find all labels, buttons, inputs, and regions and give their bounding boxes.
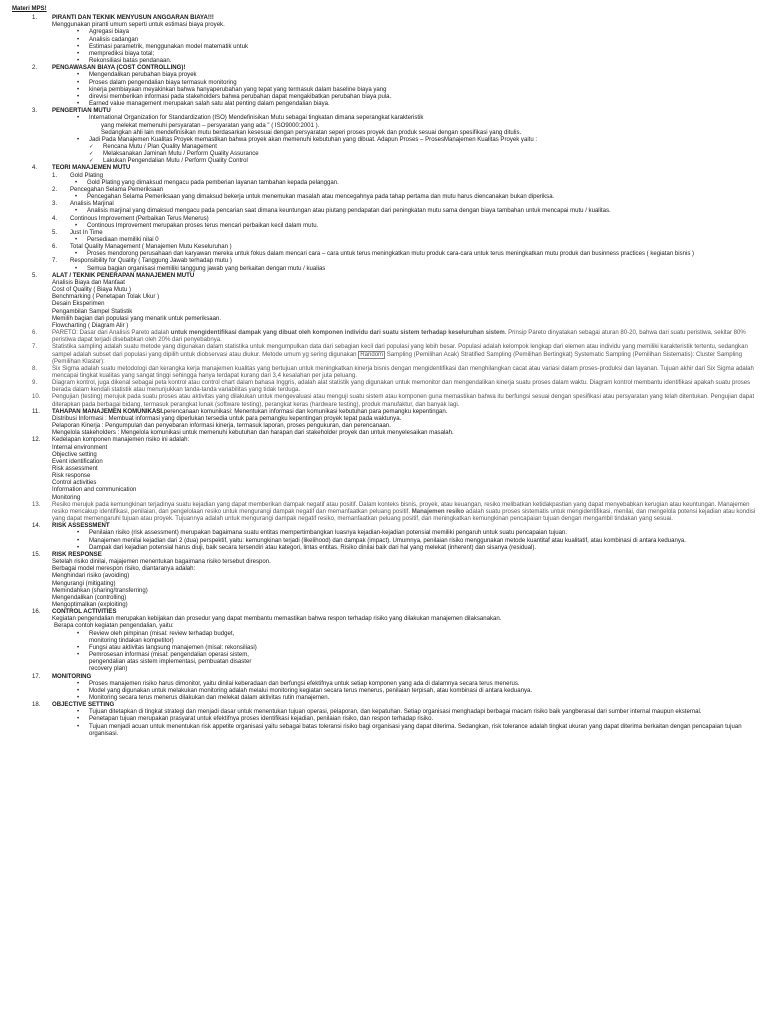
section-number: 6.	[32, 330, 38, 337]
text-line: Menghindari risiko (avoiding)	[52, 573, 130, 580]
section-title: CONTROL ACTIVITIES	[52, 609, 117, 616]
boxed-word: Random	[360, 351, 384, 358]
list-item-text: Sedangkan ahli lain mendefinisikan mutu berdasarkan kesesuai dengan persyaratan seperi proses proyek dan produk sesuai dengan spesifikasi yang ditulis.	[101, 129, 522, 136]
list-item-text: monitoring tindakan kompetitor)	[89, 637, 174, 644]
section-9	[12, 380, 756, 394]
paragraph	[52, 344, 756, 365]
check-item: ✓ Lakukan Pengendalian Mutu / Perform Quality Control	[89, 158, 756, 165]
paragraph-text: Sampling (Pemilihan Acak) Stratified Sampling (Pemilihan Bertingkat) Systematic Sampling (Pemilihan Sistematis): Cluster Sampling (Pemilihan Klaster):	[52, 351, 743, 365]
list-item-text: yang melekat memenuhi persyaratan – persyaratan yang ada " ( ISO9000:2001 ).	[101, 122, 320, 129]
sub-item	[52, 258, 756, 272]
list-item-text: • Fungsi atau aktivitas langsung manajemen (misal: rekonsiliasi)	[89, 644, 257, 651]
check-item: ✓ Melaksanakan Jaminan Mutu / Perform Quality Assurance	[89, 151, 756, 158]
sub-number: 2.	[52, 186, 58, 193]
sub-item	[52, 230, 756, 244]
list-item	[77, 652, 756, 673]
section-title: MONITORING	[52, 673, 92, 680]
text-line: Risk response	[52, 473, 91, 480]
section-number: 8.	[32, 365, 38, 372]
sub-title: Continous Improvement (Perbaikan Terus Menerus)	[70, 215, 209, 222]
list-item: • Manajemen menilai kejadian dari 2 (dua) perspektif, yaitu: kemungkinan terjadi (likelihood) dan dampak (impact). Umumnya, penilaian risiko menggunakan metode kuantitaf atau kualitatif, atau kombinasi di antara keduanya.	[77, 538, 756, 545]
list-item	[77, 631, 756, 645]
text-line: Monitoring	[52, 494, 81, 501]
paragraph-text: Resiko merujuk pada kemungkinan terjadinya suatu kejadian yang dapat memberikan dampak negatif atau positif. Dalam konteks bisnis, proyek, atau keuangan, resiko melibatkan ketidakpastian yang dapat menyebabkan kerugian atau keuntungan. Manajemen resiko mencakup identifikasi, penilaian, dan pengelolaan resiko untuk mengurangi dampak negatif dan memanfaatkan peluang positif.	[52, 501, 750, 515]
section-7	[12, 344, 756, 365]
section-11	[12, 409, 756, 416]
list-item: • Earned value management merupakan salah satu alat penting dalam pengendalian biaya.	[77, 101, 756, 108]
list-item	[77, 115, 756, 136]
sub-title: Total Quality Management ( Manajemen Mutu Keseluruhan )	[70, 244, 232, 251]
list-item: • Proses dalam pengendalian biaya termasuk monitoring	[77, 80, 756, 87]
paragraph-bold: Manajemen resiko	[411, 508, 465, 515]
section-intro: perencanaan komunikasi: Menentukan informasi dan komunikasi kebutuhan para pemangku kepentingan.	[163, 408, 448, 415]
text-line: Benchmarking ( Penetapan Tolak Ukur )	[52, 294, 160, 301]
sub-title: Analisis Marjinal	[70, 201, 114, 208]
text-line: Pelaporan Kinerja : Pengumpulan dan penyebaran informasi kinerja, termasuk laporan, proses pengukuran, dan perencanaan.	[52, 423, 391, 430]
section-number: 9.	[32, 380, 38, 387]
section-16	[12, 609, 756, 616]
list-item: • Semua bagian organisasi memiliki tanggung jawab yang berkaitan dengan mutu / kualias	[75, 266, 756, 273]
text-line: Memilih bagian dari populasi yang menarik untuk pemeriksaan.	[52, 315, 222, 322]
check-item: ✓ Rencana Mutu / Plan Quality Management	[89, 144, 756, 151]
list-item-text: recovery plan)	[89, 666, 128, 673]
section-number: 7.	[32, 344, 38, 351]
section-number: 18.	[32, 702, 41, 709]
text-line: Objective setting	[52, 451, 97, 458]
section-number: 17.	[32, 673, 41, 680]
section-number: 5.	[32, 272, 38, 279]
sub-title: Just In Time	[70, 229, 103, 236]
text-line: Event identification	[52, 458, 103, 465]
section-title: RISK RESPONSE	[52, 551, 102, 558]
sub-item	[52, 173, 756, 187]
paragraph-bold: untuk mengidentifikasi dampak yang dibuat oleh komponen individu dari suatu sistem terhadap keseluruhan sistem	[170, 330, 505, 337]
list-item: • direvisi memberikan informasi pada stakeholders bahwa perubahan dapat mengakibatkan perubahan biaya pula.	[77, 94, 756, 101]
section-title: TAHAPAN MANAJEMEN KOMUNIKASI.	[52, 408, 164, 415]
list-item-text: pengendalian atas sistem implementasi, pembuatan disaster	[89, 659, 252, 666]
section-title: PIRANTI DAN TEKNIK MENYUSUN ANGGARAN BIAYA!!!	[52, 15, 214, 22]
text-line: Information and communication	[52, 487, 137, 494]
list-item-text: • International Organization for Standardization (ISO) Mendefinisikan Mutu sebagai tingkatan dimana seperangkat karakteristik	[89, 115, 424, 122]
text-line: Kegiatan pengendalian merupakan kebijakan dan prosedur yang dapat membantu memastikan bahwa respon terhadap risiko yang dilakukan manajemen dilaksanakan.	[52, 616, 502, 623]
text-line: Setelah risiko dinilai, majajemen menentukan bagaimana risiko tersebut direspon.	[52, 559, 271, 566]
list-item: • Pencegahan Selama Pemeriksaan yang dimaksud bekerja untuk menemukan masalah atau mencegahnya pada tahap pertama dan mutu harus diencanakan bukan diperiksa.	[75, 194, 756, 201]
section-5	[12, 273, 756, 280]
section-12	[12, 437, 756, 444]
text-line: Berbagai model merespon risiko, diantaranya adalah:	[52, 566, 196, 573]
section-1	[12, 15, 756, 65]
list-item: • Continous Improvement merupakan proses terus mencari perbaikan kecil dalam mutu.	[75, 223, 756, 230]
sub-title: Pencegahan Selama Pemeriksaan	[70, 186, 164, 193]
section-15	[12, 552, 756, 559]
sub-number: 7.	[52, 258, 58, 265]
text-line: Analisis Biaya dan Manfaat	[52, 279, 125, 286]
section-number: 14.	[32, 523, 41, 530]
section-title: OBJECTIVE SETTING	[52, 702, 115, 709]
list-item	[77, 645, 756, 652]
section-18	[12, 702, 756, 738]
paragraph-text: . Prinsip Pareto dinyatakan sebagai aturan 80-20, bahwa dari suatu peristiwa, sekitar 80% peristiwa dapat terjadi disebabkan oleh 20% dari penyebabnya.	[52, 330, 746, 344]
list-item: • Analisis marjinal yang dimaksud mengacu pada pencarian saat dimana keuntungan atau piutang pendapatan dari peningkatan mutu sama dengan biaya tambahan untuk mencapai mutu / kualitas.	[75, 208, 756, 215]
list-item: • Proses manajemen risiko harus dimonitor, yaitu dinilai keberadaan dan berfungsi efektifnya untuk setiap komponen yang ada di dalamnya secara terus menerus.	[77, 681, 756, 688]
section-title: RISK ASSESSMENT	[52, 523, 110, 530]
section-10	[12, 394, 756, 408]
section-number: 2.	[32, 65, 38, 72]
text-line: Internal environment	[52, 444, 108, 451]
list-item: • Persediaan memiliki nilai 0	[75, 237, 756, 244]
section-17	[12, 674, 756, 703]
text-line: Flowcharting ( Diagram Alir )	[52, 322, 129, 329]
section-number: 11.	[32, 408, 40, 415]
section-2	[12, 65, 756, 108]
list-item: • Gold Plating yang dimaksud mengacu pada pemberian layanan tambahan kepada pelanggan.	[75, 180, 756, 187]
list-item: • Analisis cadangan	[77, 37, 756, 44]
sub-number: 4.	[52, 215, 58, 222]
section-number: 12.	[32, 437, 41, 444]
sub-number: 6.	[52, 244, 58, 251]
section-title: PENGAWASAN BIAYA (COST CONTROLLING)!	[52, 65, 186, 72]
list-item: • Rekonsiliasi batas pendanaan.	[77, 58, 756, 65]
paragraph-text: Statistika sampling adalah suatu metode yang digunakan dalam statistika untuk mengumpulkan data dari sebagian kecil dari populasi yang lebih besar. Populasi adalah kelompok lengkap dari elemen atau individu yang memiliki karakteristik tertentu, sedangkan sampel adalah subset dari populasi yang dipilih untuk diobservasi atau diukur. Metode umum yg sering digunakan	[52, 344, 748, 358]
list-item-text: • Pemrosesan informasi (misal: pengendalian operasi sistem,	[89, 652, 249, 659]
section-number: 16.	[32, 609, 41, 616]
sub-number: 1.	[52, 172, 58, 179]
text-line: Distribusi Informasi : Membuat informasi yang diperlukan tersedia untuk para pemangku kepentingan proyek tepat pada waktunya.	[52, 415, 402, 422]
section-number: 15.	[32, 551, 41, 558]
section-number: 3.	[32, 108, 38, 115]
sub-number: 5.	[52, 229, 58, 236]
paragraph: Six Sigma adalah suatu metodologi dan kerangka kerja manajemen kualitas yang bertujuan untuk meningkatkan kinerja bisnis dengan mengidentifikasi dan menghilangkan cacat atau variasi dalam proses-produksi dan layanan. Tujuan akhir dari Six Sigma adalah mencapai tingkat kualitas yang sangat tinggi sehingga hanya terdapat kurang dari 3,4 kesalahan per juta peluang.	[52, 365, 754, 379]
paragraph	[52, 330, 756, 344]
paragraph: Pengujian (testing) merujuk pada suatu proses atau aktivitas yang dilakukan untuk mengevaluasi atau menguji suatu sistem atau komponen guna memastikan bahwa itu berfungsi sesuai dengan spesifikasi atau persyaratan yang telah ditentukan. Pengujian dapat diterapkan pada berbagai bidang, termasuk perangkat lunak (software testing), perangkat keras (hardware testing), produk manufaktur, dan banyak lagi.	[52, 394, 755, 408]
section-title: TEORI MANAJEMEN MUTU	[52, 165, 131, 172]
text-line: Memindahkan (sharing/transferring)	[52, 587, 148, 594]
section-13	[12, 502, 756, 523]
page-title: Materi MPS!	[12, 6, 47, 12]
section-8	[12, 366, 756, 380]
sub-item	[52, 187, 756, 201]
text-line: Desain Eksperimen	[52, 301, 105, 308]
list-item: • Penilaian risiko (risk assessment) merupakan bagaimana suatu entitas mempertimbangkan luasnya kejadian-kejadian potensial memiliki pengaruh untuk suatu pencapaian tujuan.	[77, 530, 756, 537]
text-line: Risk assessment	[52, 466, 98, 472]
paragraph	[52, 502, 756, 523]
list-item: • Mengendalikan perubahan biaya proyek	[77, 72, 756, 79]
section-title: ALAT / TEKNIK PENERAPAN MANAJEMEN MUTU	[52, 272, 195, 279]
section-number: 10.	[32, 394, 41, 401]
text-line: Mengendalikan (controlling)	[52, 594, 127, 601]
list-item: • Tujuan menjadi acuan untuk menentukan risk appetite organisasi yaitu sebagai batas toleransi risiko bagi organisasi yang dapat diterima. Sedangkan, risk tolerance adalah tingkat ukuran yang dapat diterima berkaitan dengan pencapaian tujuan organisasi.	[77, 724, 756, 738]
section-6	[12, 330, 756, 344]
section-number: 1.	[32, 15, 38, 22]
text-line: Berapa contoh kegiatan pengendalian, yaitu:	[54, 623, 174, 630]
list-item: • memprediksi biaya total;	[77, 51, 756, 58]
section-number: 4.	[32, 165, 38, 172]
section-number: 13.	[32, 501, 41, 508]
sub-number: 3.	[52, 201, 58, 208]
sub-item	[52, 216, 756, 230]
sub-item	[52, 201, 756, 215]
list-item: • Model yang digunakan untuk melakukan monitoring adalah melalui monitoring kegiatan secara terus menerus, penilaian terpisah, atau kombinasi di antara keduanya.	[77, 688, 756, 695]
sub-title: Gold Plating	[70, 172, 103, 179]
list-item: • Estimasi parametrik, menggunakan model matematik untuk	[77, 44, 756, 51]
list-item: • Jadi Pada Manajemen Kualitas Proyek memastikan bahwa proyek akan memenuhi kebutuhan yang dibuat. Adapun Proses – ProsesManajemen Kualitas Proyek yaitu :	[77, 137, 756, 144]
text-line: Cost of Quality ( Biaya Mutu )	[52, 287, 131, 294]
text-line: Mengurangi (mitigating)	[52, 580, 116, 587]
section-4	[12, 165, 756, 272]
sub-title: Responsibility for Quality ( Tanggung Jawab terhadap mutu )	[70, 258, 232, 265]
text-line: Mengelola stakeholders : Mengelola komunikasi untuk memenuhi kebutuhan dan harapan dari stakeholder proyek dan untuk menyelesaikan masalah.	[52, 430, 454, 437]
text-line: Mengoptimalkan (exploiting)	[52, 601, 128, 608]
list-item: • Dampak dari kejadian potensial harus diuji, baik secara tersendiri atau kategori, lintas entitas. Risiko dinilai baik dari hal yang melekat (inherent) dan sisanya (residual).	[77, 545, 756, 552]
section-intro: Menggunakan piranti umum seperti untuk estimasi biaya proyek.	[52, 22, 225, 29]
list-item: • Tujuan ditetapkan di tingkat strategi dan menjadi dasar untuk menentukan tujuan operasi, pelaporan, dan kepatuhan. Setiap organisasi menghadapi berbagai macam risiko baik yangberasal dari sumber internal maupun eksternal.	[77, 709, 756, 716]
list-item: • Penetapan tujuan merupakan prasyarat untuk efektifnya proses identifikasi kejadian, penilaian risiko, dan respon terhadap risiko.	[77, 716, 756, 723]
paragraph: Diagram kontrol, juga dikenal sebagai peta kontrol atau control chart dalam bahasa Inggris, adalah alat statistik yang digunakan untuk memonitor dan mengendalikan kinerja suatu proses dalam waktu. Diagram kontrol membantu identifikasi apakah suatu proses berada dalam kendali statistik atau menunjukkan tanda-tanda variabilitas yang tidak terduga.	[52, 380, 751, 394]
list-item: • Monitoring secara terus menerus dilakukan dan melekat dalam aktivitas rutin manajemen.	[77, 695, 756, 702]
list-item-text: • Review oleh pimpinan (misal: review terhadap budget,	[89, 630, 235, 637]
paragraph-text: PARETO: Dasar dari Analisis Pareto adalah	[52, 330, 171, 337]
list-item: • Proses mendorong perusahaan dan karyawan mereka untuk fokus dalam mencari cara – cara untuk terus meningkatkan mutu produk cara-cara untuk terus meningkatkan mutu produk dan businness practices ( kegiatan bisnis )	[75, 251, 756, 258]
section-14	[12, 523, 756, 552]
text-line: Control activities	[52, 480, 97, 487]
sub-item	[52, 244, 756, 258]
list-item: • Agregasi biaya	[77, 29, 756, 36]
section-intro: Kedelapan komponen manajemen risiko ini adalah:	[52, 437, 190, 444]
section-title: PENGERTIAN MUTU	[52, 108, 111, 115]
paragraph-text: adalah suatu proses sistematis untuk mengidentifikasi, menilai, dan mengelola potensi kejadian atau kondisi yang dapat memengaruhi tujuan atau proyek. Tujuannya adalah untuk mengurangi dampak negatif resiko, memanfaatkan peluang positif, dan meningkatkan kemungkinan pencapaian tujuan dengan mengambil tindakan yang sesuai.	[52, 508, 756, 523]
text-line: Pengambilan Sampel Statistik	[52, 308, 133, 315]
list-item: • kinerja pembiayaan meyakinkan bahwa hanyaperubahan yang tepat yang termasuk dalam baseline biaya yang	[77, 87, 756, 94]
section-3	[12, 108, 756, 165]
